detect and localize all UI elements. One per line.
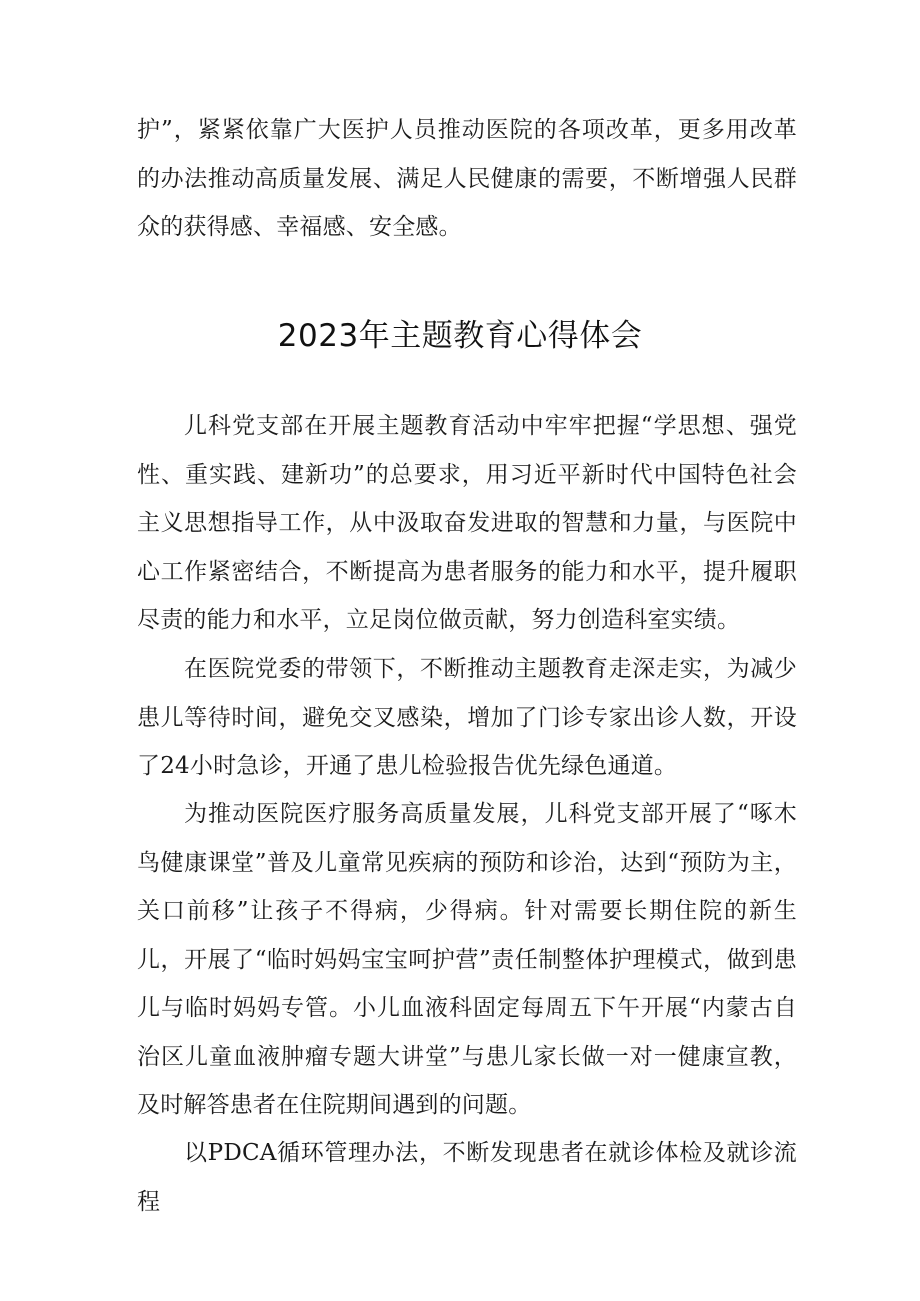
paragraph-4: 以PDCA循环管理办法，不断发现患者在就诊体检及就诊流程	[137, 1140, 797, 1215]
continued-paragraph: 护”，紧紧依靠广大医护人员推动医院的各项改革，更多用改革的办法推动高质量发展、满足人民健康的需要，不断增强人民群众的获得感、幸福感、安全感。	[137, 117, 797, 240]
paragraph-3: 为推动医院医疗服务高质量发展，儿科党支部开展了“啄木鸟健康课堂”普及儿童常见疾病的预防和诊治，达到“预防为主，关口前移”让孩子不得病，少得病。针对需要长期住院的新生儿，开展了“临时妈妈宝宝呵护营”责任制整体护理模式，做到患儿与临时妈妈专管。小儿血液科固定每周五下午开展“内蒙古自治区儿童血液肿瘤专题大讲堂”与患儿家长做一对一健康宣教，及时解答患者在住院期间遇到的问题。	[137, 801, 797, 1118]
paragraph-2: 在医院党委的带领下，不断推动主题教育走深走实，为减少患儿等待时间，避免交叉感染，增加了门诊专家出诊人数，开设了24小时急诊，开通了患儿检验报告优先绿色通道。	[137, 656, 797, 779]
paragraph-1: 儿科党支部在开展主题教育活动中牢牢把握“学思想、强党性、重实践、建新功”的总要求，用习近平新时代中国特色社会主义思想指导工作，从中汲取奋发进取的智慧和力量，与医院中心工作紧密结合，不断提高为患者服务的能力和水平，提升履职尽责的能力和水平，立足岗位做贡献，努力创造科室实绩。	[137, 413, 797, 633]
document-title: 2023年主题教育心得体会	[277, 318, 643, 354]
